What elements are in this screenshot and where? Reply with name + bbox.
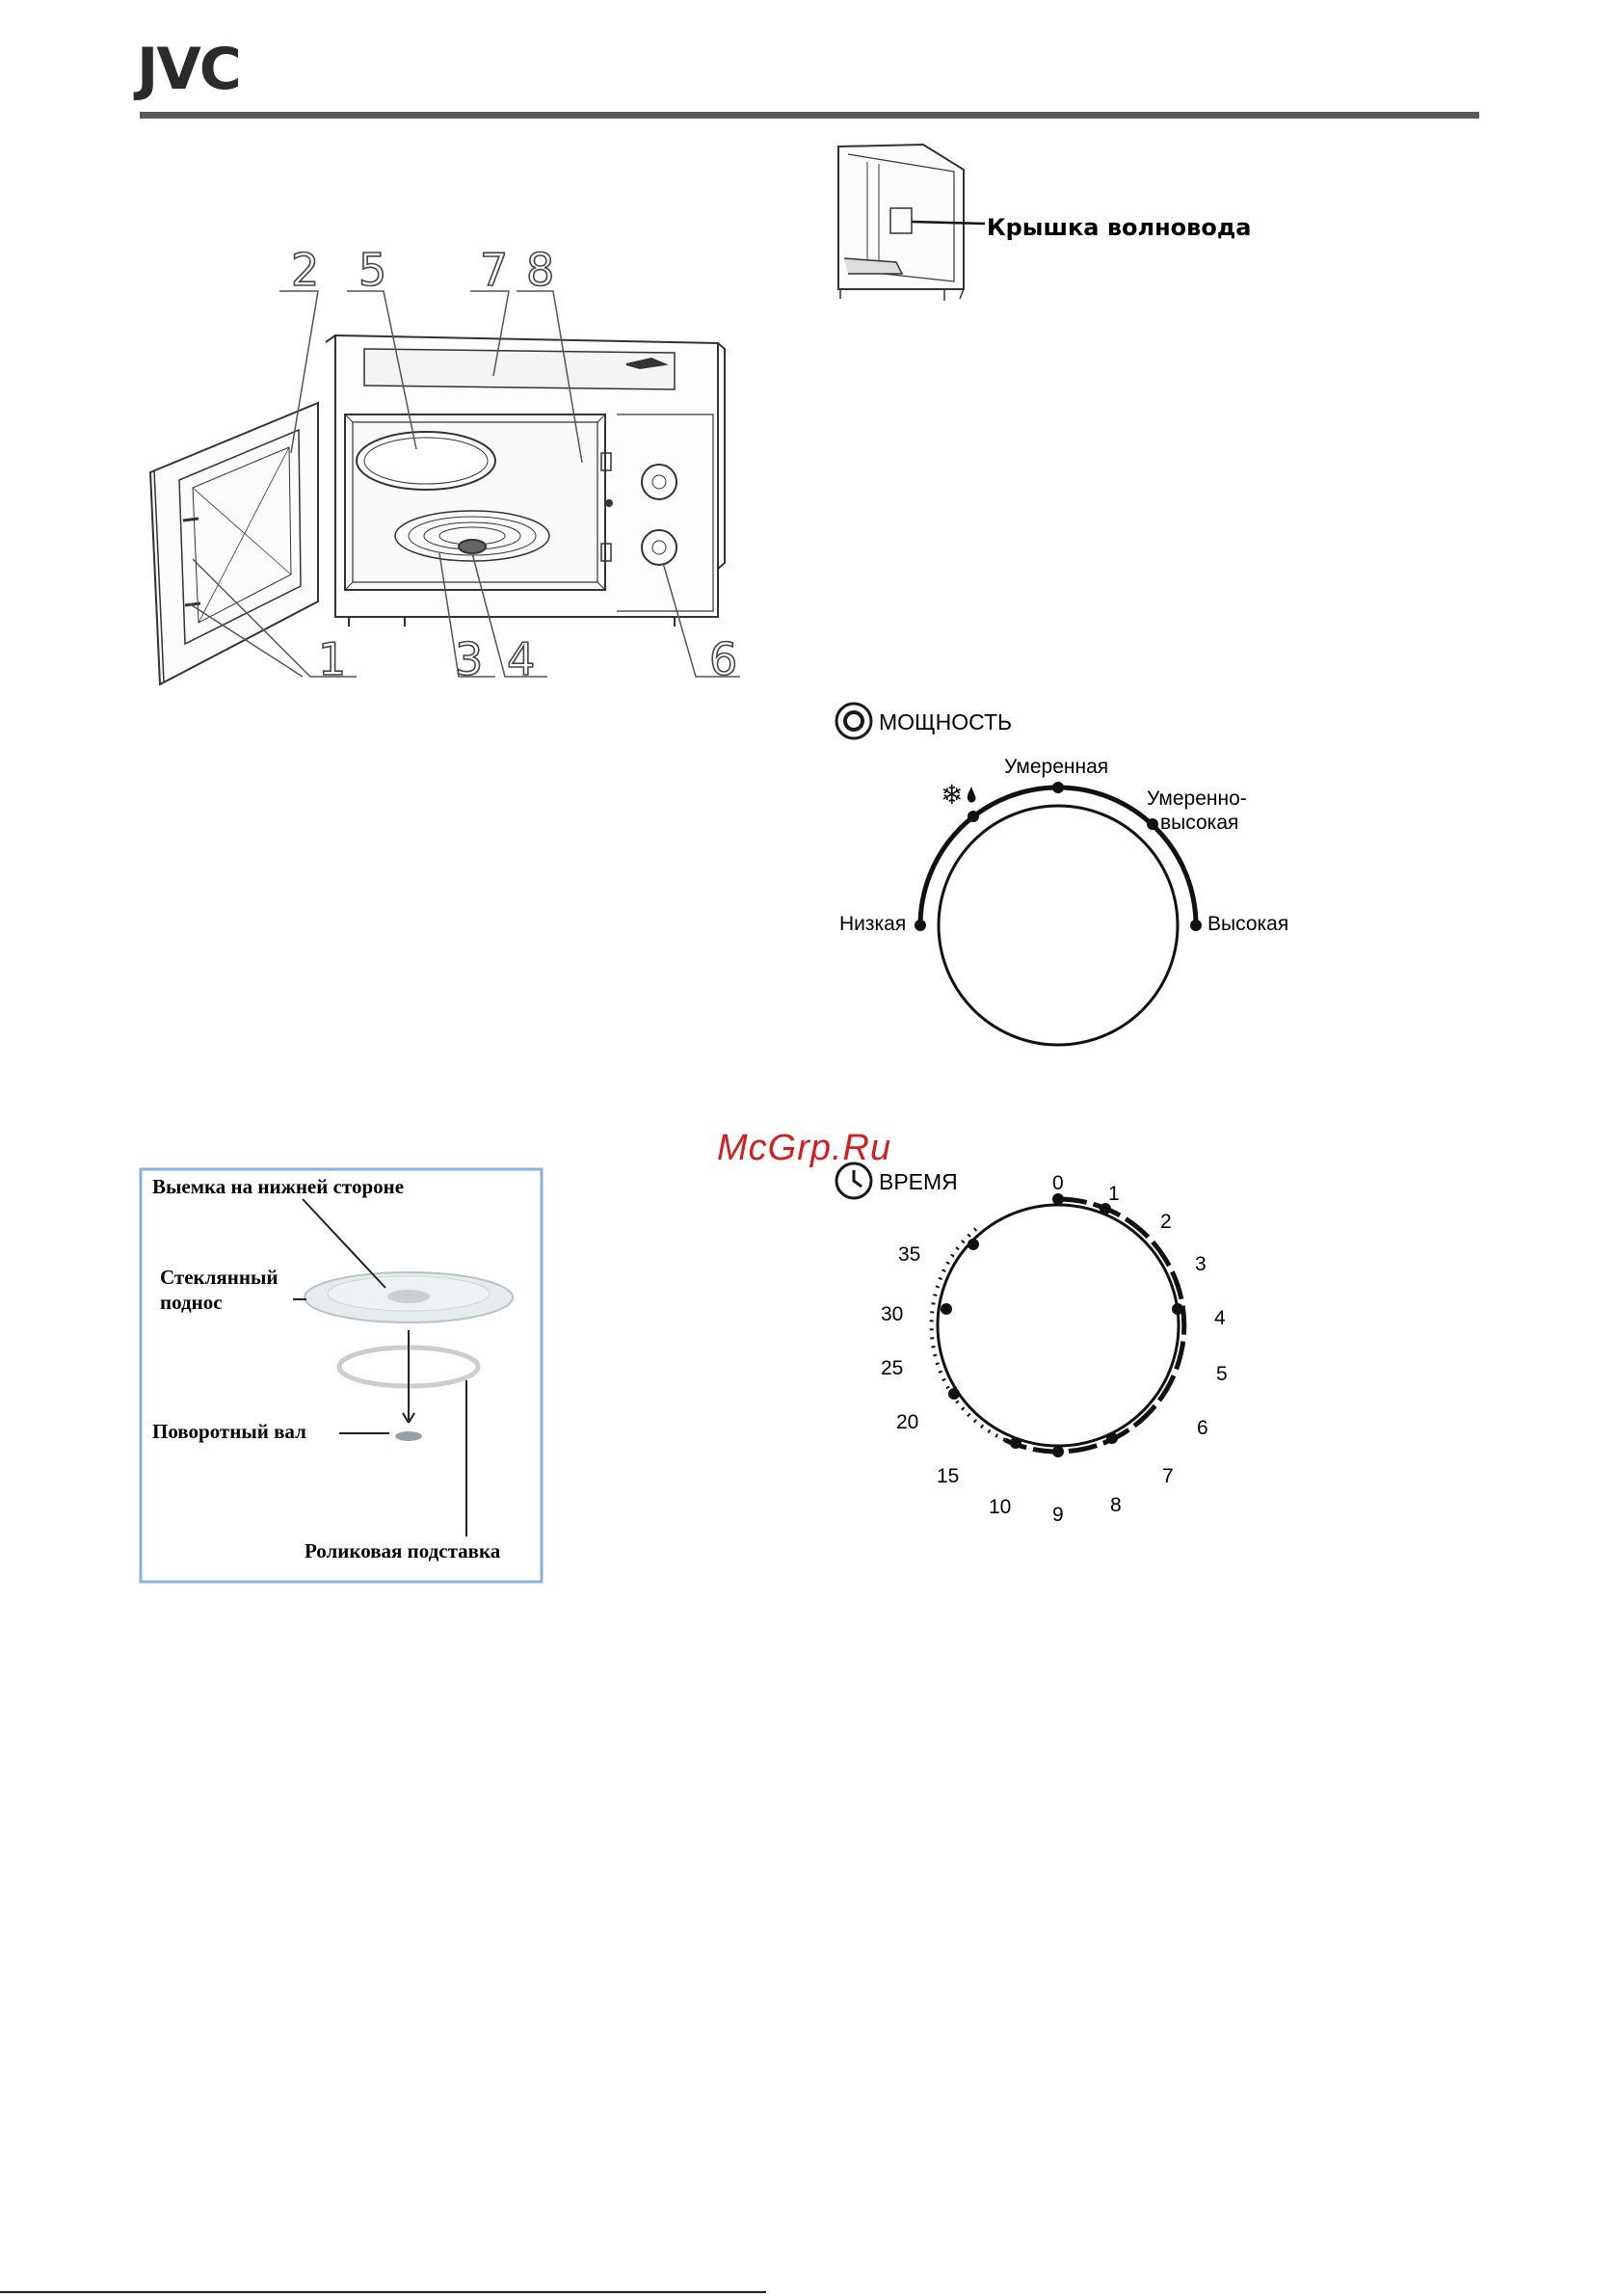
power-label-medium-high-1: Умеренно-	[1147, 788, 1247, 810]
watermark: McGrp.Ru	[717, 1128, 892, 1168]
glass-tray-label-line1: Стеклянный	[160, 1266, 279, 1289]
time-dot-25	[941, 1303, 952, 1315]
callout-5: 5	[358, 244, 387, 296]
time-scale-minutes	[1005, 1199, 1184, 1452]
footer-line	[0, 2291, 766, 2293]
tray-notch	[387, 1290, 430, 1303]
time-mark-2: 2	[1160, 1211, 1172, 1233]
shaft-label: Поворотный вал	[152, 1420, 306, 1443]
time-dot-9	[1052, 1446, 1064, 1457]
notch-label: Выемка на нижней стороне	[152, 1175, 405, 1198]
time-mark-0: 0	[1052, 1172, 1064, 1194]
roller-label: Роликовая подставка	[305, 1539, 501, 1562]
power-dot-medium-high	[1147, 818, 1158, 830]
power-label-medium-high-2: высокая	[1160, 812, 1239, 834]
water-drop-icon	[968, 787, 976, 803]
power-icon-inner	[845, 712, 862, 730]
power-dot-defrost	[968, 811, 979, 822]
time-dial-title: ВРЕМЯ	[879, 1169, 958, 1194]
callout-1: 1	[318, 633, 347, 685]
time-dot-0	[1052, 1193, 1064, 1205]
defrost-icon: ❄	[941, 779, 964, 811]
time-scale-seconds	[932, 1228, 1005, 1440]
time-mark-3: 3	[1195, 1253, 1207, 1275]
time-dot-35	[968, 1239, 979, 1250]
power-dot-medium	[1052, 782, 1064, 793]
power-icon-outer	[836, 704, 871, 738]
time-mark-4: 4	[1214, 1307, 1226, 1329]
time-mark-8: 8	[1110, 1494, 1122, 1516]
time-mark-1: 1	[1108, 1183, 1120, 1205]
microwave-illustration	[150, 291, 740, 684]
power-label-medium: Умеренная	[1004, 756, 1109, 778]
time-dot-8	[1106, 1432, 1118, 1444]
time-dot-10	[1010, 1437, 1021, 1449]
waveguide-cover-label: Крышка волновода	[987, 214, 1252, 241]
power-dial-face	[939, 806, 1178, 1045]
time-mark-10: 10	[989, 1496, 1012, 1518]
power-dot-low	[915, 920, 926, 931]
time-mark-7: 7	[1162, 1465, 1174, 1487]
callout-6: 6	[709, 633, 738, 685]
power-dial-title: МОЩНОСТЬ	[879, 709, 1013, 734]
callout-2: 2	[291, 244, 320, 296]
callout-7: 7	[480, 244, 509, 296]
clock-icon-hands	[854, 1170, 862, 1187]
time-mark-30: 30	[881, 1303, 904, 1325]
time-mark-35: 35	[898, 1243, 921, 1266]
time-mark-15: 15	[937, 1465, 960, 1487]
power-dial	[836, 704, 1288, 1045]
time-dot-20	[948, 1388, 960, 1400]
waveguide-illustration	[838, 145, 985, 301]
turntable-figure	[141, 1169, 542, 1582]
glass-tray-label-line2: поднос	[160, 1291, 223, 1314]
power-label-high: Высокая	[1207, 913, 1289, 935]
time-dot-5	[1172, 1303, 1183, 1315]
shaft-shape	[395, 1431, 422, 1441]
brand-logo: JVC	[137, 36, 240, 103]
power-dot-high	[1190, 920, 1202, 931]
turntable-figure-border	[141, 1169, 542, 1582]
time-mark-20: 20	[896, 1411, 919, 1433]
time-mark-9: 9	[1052, 1504, 1064, 1526]
callout-8: 8	[526, 244, 555, 296]
callout-4: 4	[507, 633, 536, 685]
callout-3: 3	[455, 633, 484, 685]
timer-dial	[836, 1163, 1228, 1526]
time-mark-6: 6	[1197, 1417, 1208, 1439]
time-mark-25: 25	[881, 1357, 904, 1379]
time-mark-5: 5	[1216, 1363, 1228, 1385]
power-label-low: Низкая	[839, 913, 907, 935]
